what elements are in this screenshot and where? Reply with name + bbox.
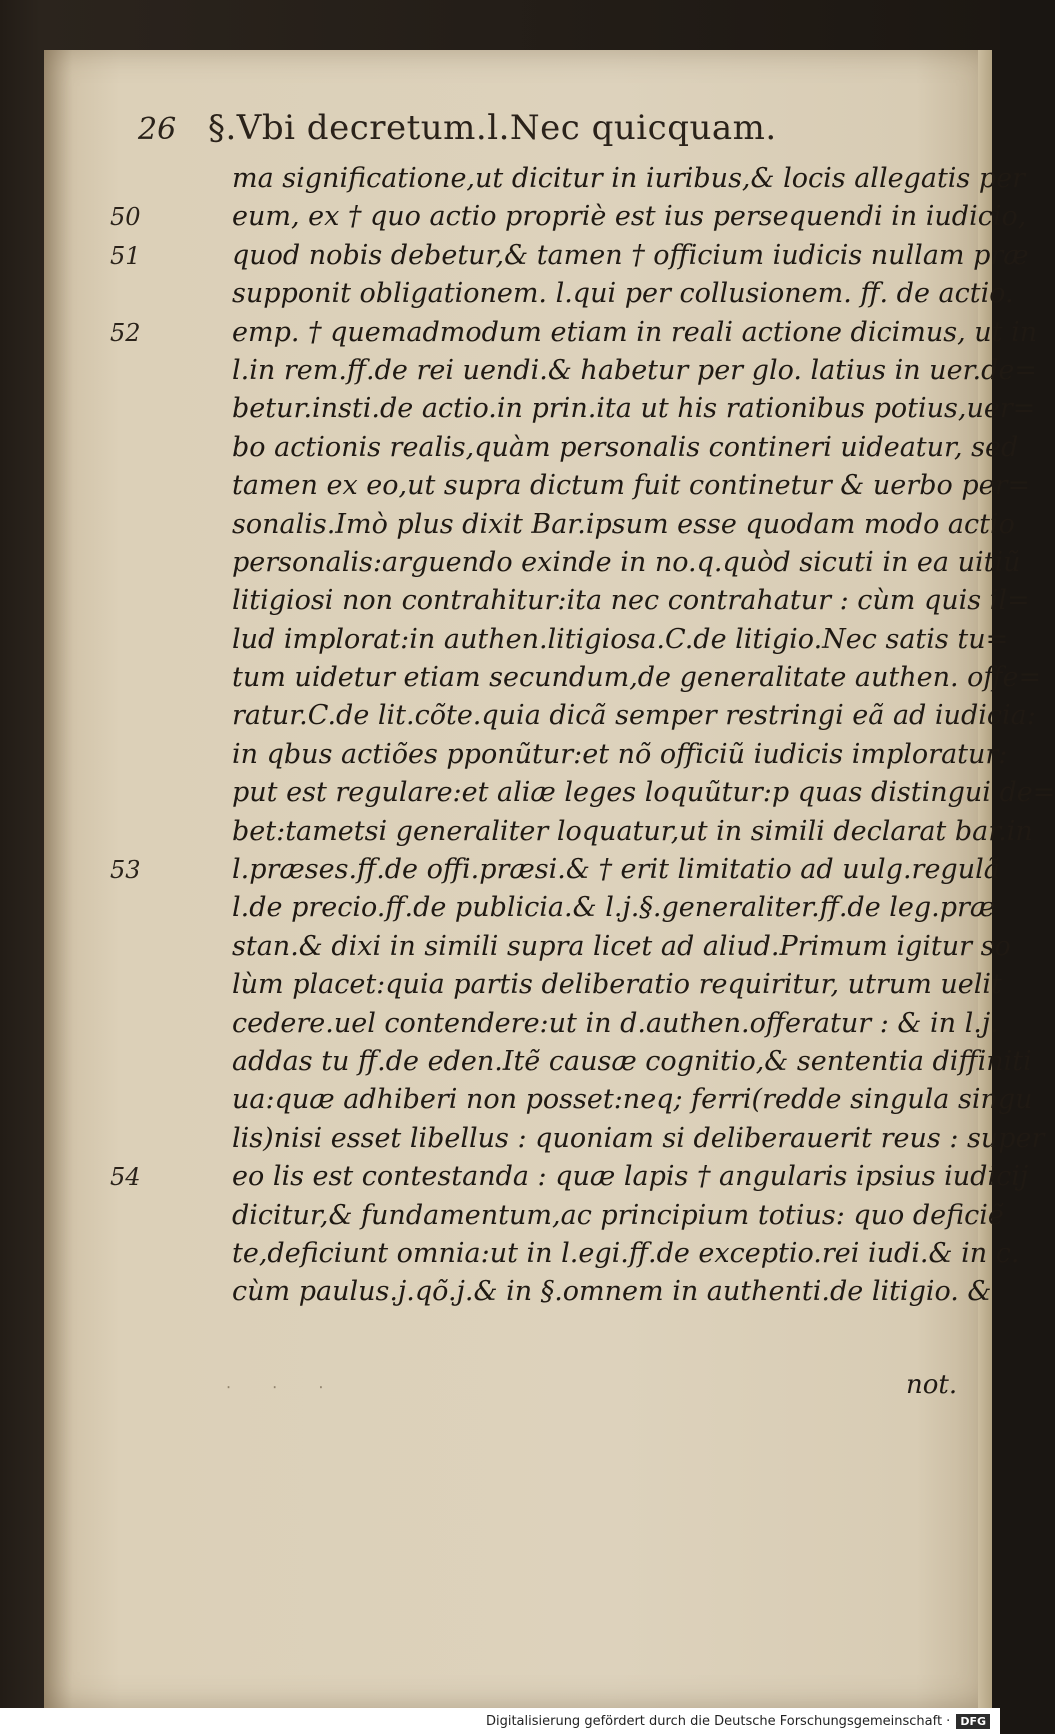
text-line xyxy=(110,314,1038,352)
text-line xyxy=(170,390,1036,428)
line-text: supponit obligationem. l.qui per collusionem. ff. de actio. xyxy=(232,278,1014,310)
text-line xyxy=(170,889,996,927)
text-line xyxy=(170,275,1014,313)
line-text: l.de precio.ff.de publicia.& l.j.§.generaliter.ff.de leg.præ xyxy=(232,892,996,924)
line-text: ma significatione,ut dicitur in iuribus,& locis allegatis per xyxy=(232,163,1026,194)
line-text: tum uidetur etiam secundum,de generalitate authen. offe= xyxy=(232,662,1042,694)
text-line xyxy=(170,621,1009,659)
catchword: not. xyxy=(906,1370,958,1400)
line-text: lud implorat:in authen.litigiosa.C.de litigio.Nec satis tu= xyxy=(232,623,1009,655)
line-text: lis)nisi esset libellus : quoniam si deliberauerit reus : super xyxy=(232,1122,1045,1154)
line-text: addas tu ff.de eden.Itẽ causæ cognitio,& sententia diffiniti xyxy=(232,1045,1032,1077)
text-line xyxy=(170,352,1037,390)
line-text: betur.insti.de actio.in prin.ita ut his rationibus potius,uer= xyxy=(232,393,1036,425)
line-text: te,deficiunt omnia:ut in l.egi.ff.de exceptio.rei iudi.& in c. xyxy=(232,1237,1020,1269)
text-line xyxy=(170,1235,1020,1273)
line-text: put est regulare:et aliæ leges loquũtur:p quas distingui de= xyxy=(232,777,1055,809)
line-text: lùm placet:quia partis deliberatio requiritur, utrum uelit xyxy=(232,969,1002,1001)
line-text: eo lis est contestanda : quæ lapis † angularis ipsius iudicij xyxy=(232,1161,1029,1193)
text-line xyxy=(170,1120,1045,1158)
line-text: in qbus actiões pponũtur:et nõ officiũ iudicis imploratur: xyxy=(232,738,1008,770)
text-line xyxy=(170,160,1026,198)
text-block xyxy=(110,160,1055,1312)
line-text: personalis:arguendo exinde in no.q.quòd sicuti in ea uitiũ xyxy=(232,546,1021,578)
line-text: cedere.uel contendere:ut in d.authen.offeratur : & in l.j. xyxy=(232,1007,999,1039)
marginal-number: 53 xyxy=(110,856,141,885)
line-text: eum, ex † quo actio propriè est ius persequendi in iudicio, xyxy=(232,201,1027,233)
text-line xyxy=(170,467,1031,505)
text-line xyxy=(170,774,1055,812)
text-line xyxy=(170,506,1015,544)
running-head xyxy=(138,108,898,154)
line-text: quod nobis debetur,& tamen † officium iudicis nullam præ xyxy=(232,239,1029,271)
text-line xyxy=(170,659,1042,697)
text-line xyxy=(110,851,1000,889)
line-text: l.in rem.ff.de rei uendi.& habetur per glo. latius in uer.de= xyxy=(232,354,1037,386)
text-line xyxy=(170,1005,999,1043)
line-text: litigiosi non contrahitur:ita nec contrahatur : cùm quis il= xyxy=(232,585,1030,617)
line-text: sonalis.Imò plus dixit Bar.ipsum esse quodam modo actio xyxy=(232,508,1015,540)
text-line xyxy=(170,1081,1033,1119)
marginal-number: 54 xyxy=(110,1163,141,1192)
line-text: bo actionis realis,quàm personalis contineri uideatur, sed xyxy=(232,431,1019,463)
marginal-number: 50 xyxy=(110,203,141,232)
line-text: cùm paulus.j.qõ.j.& in §.omnem in authenti.de litigio. & xyxy=(232,1276,992,1308)
dfg-logo-icon: DFG xyxy=(956,1714,990,1729)
folio-number: 26 xyxy=(138,112,177,147)
text-line xyxy=(170,429,1019,467)
text-line xyxy=(170,697,1036,735)
text-line xyxy=(110,198,1027,236)
line-text: l.præses.ff.de offi.præsi.& † erit limitatio ad uulg.regulã xyxy=(232,854,1000,886)
digitization-footer xyxy=(0,1708,1000,1734)
text-line xyxy=(170,813,1033,851)
line-text: emp. † quemadmodum etiam in reali actione dicimus, ut in xyxy=(232,316,1038,348)
text-line xyxy=(110,237,1029,275)
line-text: bet:tametsi generaliter loquatur,ut in simili declarat bar.in xyxy=(232,815,1033,847)
running-head-title: §.Vbi decretum.l.Nec quicquam. xyxy=(208,108,777,148)
text-line xyxy=(170,736,1008,774)
line-text: ua:quæ adhiberi non posset:neq; ferri(redde singula singu xyxy=(232,1084,1033,1116)
marginal-number: 52 xyxy=(110,318,141,347)
line-text: tamen ex eo,ut supra dictum fuit continetur & uerbo per= xyxy=(232,470,1031,502)
line-text: ratur.C.de lit.cõte.quia dicã semper restringi eã ad iudicia: xyxy=(232,700,1036,732)
footer-text: Digitalisierung gefördert durch die Deutsche Forschungsgemeinschaft · xyxy=(485,1713,951,1729)
text-line xyxy=(170,544,1021,582)
marginal-number: 51 xyxy=(110,241,141,270)
line-text: stan.& dixi in simili supra licet ad aliud.Primum igitur so xyxy=(232,930,1011,962)
text-line xyxy=(170,1043,1032,1081)
text-line xyxy=(110,1158,1029,1196)
text-line xyxy=(170,582,1030,620)
ink-smudges: ‧ ‧ ‧ xyxy=(226,1378,342,1397)
text-line xyxy=(170,1273,992,1311)
text-line xyxy=(170,1197,1004,1235)
line-text: dicitur,& fundamentum,ac principium totius: quo deficiẽ xyxy=(232,1199,1004,1231)
text-line xyxy=(170,928,1011,966)
text-line xyxy=(170,966,1002,1004)
